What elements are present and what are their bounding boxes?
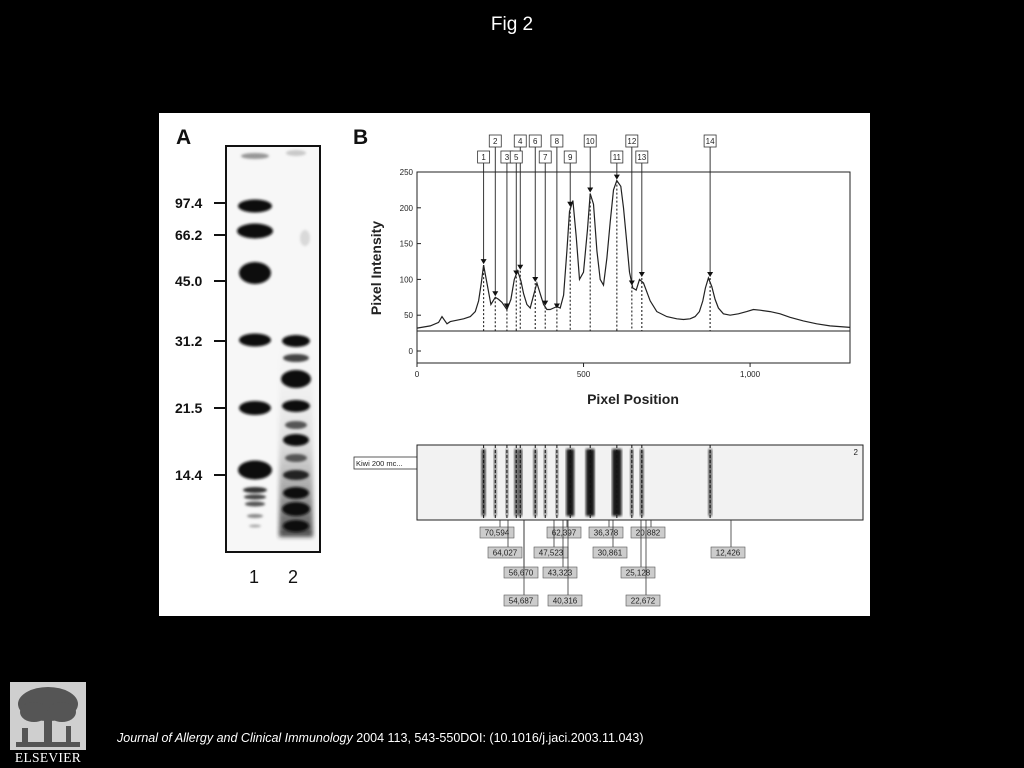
- x-tick-label: 1,000: [740, 370, 761, 379]
- panel-a-label: A: [176, 126, 192, 149]
- elsevier-logo: [10, 682, 86, 764]
- figure-panel: [159, 113, 870, 616]
- peak-label: 4: [518, 137, 523, 146]
- mw-label: 70,594: [484, 528, 510, 538]
- mw-label: 54,687: [508, 596, 534, 606]
- figure-graphic: [159, 113, 870, 616]
- peak-label: 12: [627, 137, 637, 146]
- figure-title: Fig 2: [490, 14, 534, 35]
- mw-label: 20,882: [635, 528, 661, 538]
- peak-arrowhead: [517, 265, 523, 270]
- y-tick-label: 100: [399, 275, 413, 285]
- peak-label: 8: [554, 137, 560, 146]
- peak-label: 10: [585, 137, 595, 146]
- peak-markers: [484, 181, 710, 331]
- lane-label: 2: [287, 567, 299, 587]
- densitometry-strip: [354, 445, 863, 606]
- mw-label: 64,027: [492, 548, 518, 558]
- lane-label: 1: [248, 567, 260, 587]
- peak-arrowhead: [707, 272, 713, 277]
- mw-label: 43,323: [547, 568, 573, 578]
- citation-details: 2004 113, 543-550DOI: (10.1016/j.jaci.2003.11.043): [352, 731, 644, 745]
- marker-label: 31.2: [175, 333, 203, 349]
- tree-illustration-icon: [16, 687, 80, 747]
- strip-lane-number: 2: [853, 448, 858, 457]
- journal-name: Journal of Allergy and Clinical Immunology: [117, 731, 353, 745]
- x-axis-label: Pixel Position: [587, 391, 679, 407]
- marker-labels: [175, 195, 202, 483]
- peak-arrowhead: [587, 187, 593, 192]
- lane-1-bands: [237, 153, 273, 528]
- peak-label: 14: [705, 137, 715, 146]
- peak-arrowhead: [629, 281, 635, 286]
- publisher-wordmark: ELSEVIER: [14, 750, 82, 764]
- x-axis-ticks: [415, 363, 761, 379]
- intensity-chart: [368, 135, 850, 407]
- y-tick-label: 150: [399, 239, 413, 249]
- x-tick-label: 500: [576, 370, 591, 379]
- mw-label: 47,523: [538, 548, 564, 558]
- peak-arrowhead: [492, 291, 498, 296]
- mw-label: 56,670: [508, 568, 534, 578]
- peak-label: 6: [533, 137, 538, 146]
- marker-label: 66.2: [175, 227, 203, 243]
- citation: [117, 731, 643, 745]
- peak-label: 13: [637, 153, 647, 162]
- peak-label: 9: [567, 153, 573, 162]
- intensity-trace: [417, 181, 850, 329]
- y-tick-label: 250: [399, 168, 413, 177]
- marker-ticks: [214, 203, 225, 475]
- mw-label: 12,426: [715, 548, 741, 558]
- marker-label: 14.4: [175, 467, 203, 483]
- mw-label: 22,672: [630, 596, 656, 606]
- peak-label: 7: [543, 153, 548, 162]
- peak-label: 11: [612, 153, 622, 162]
- y-tick-label: 50: [404, 311, 413, 321]
- marker-label: 45.0: [175, 273, 203, 289]
- peak-label: 5: [514, 153, 519, 162]
- peak-arrowhead: [532, 277, 538, 282]
- mw-label: 36,378: [593, 528, 619, 538]
- y-tick-label: 0: [408, 347, 413, 356]
- panel-a-gel: [175, 126, 320, 587]
- y-tick-label: 200: [399, 203, 413, 213]
- strip-label: Kiwi 200 mc...: [356, 459, 403, 468]
- mw-label: 25,128: [625, 568, 651, 578]
- peak-arrowhead: [639, 272, 645, 277]
- marker-label: 97.4: [175, 195, 203, 211]
- panel-b-densitometry: [353, 126, 863, 606]
- peak-label: 1: [481, 153, 486, 162]
- x-tick-label: 0: [414, 370, 420, 379]
- y-axis-label: Pixel Intensity: [368, 220, 384, 316]
- plot-frame: [417, 172, 850, 363]
- panel-b-label: B: [353, 126, 369, 149]
- mw-label: 40,316: [552, 596, 578, 606]
- mw-label: 30,861: [597, 548, 623, 558]
- peak-arrowhead: [481, 259, 487, 264]
- molecular-weight-labels: [480, 520, 745, 606]
- peak-arrowhead: [614, 175, 620, 180]
- peak-label: 3: [504, 153, 510, 162]
- mw-label: 62,397: [551, 528, 577, 538]
- marker-label: 21.5: [175, 400, 203, 416]
- peak-label: 2: [493, 137, 498, 146]
